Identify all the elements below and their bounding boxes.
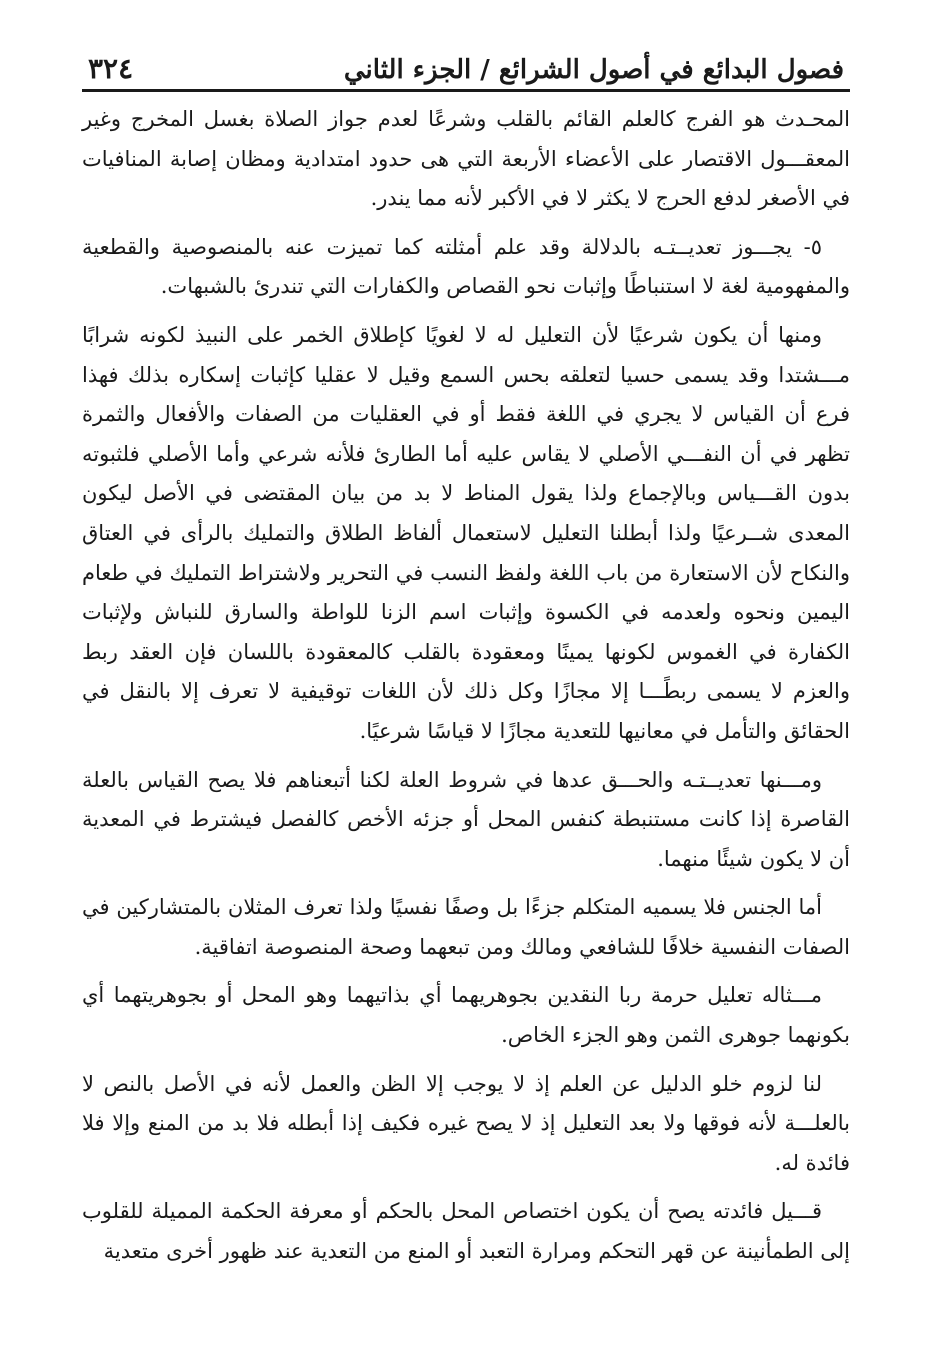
page-number: ٣٢٤: [88, 52, 134, 85]
paragraph: لنا لزوم خلو الدليل عن العلم إذ لا يوجب إلا الظن والعمل لأنه في الأصل بالنص لا بالعلـــة لأنه فوقها ولا بعد التعليل إذ لا يصح غيره فكيف إذا أبطله فلا بد من المنع وإلا فلا فائدة له.: [82, 1071, 850, 1175]
paragraph: المحـدث هو الفرج كالعلم القائم بالقلب وشرعًا لعدم جواز الصلاة بغسل المخرج وغير المعقـــول الاقتصار على الأعضاء الأربعة التي هى حدود امتدادية ومظان إصابة المنافيات في الأصغر لدفع الحرج لا يكثر لا في الأكبر لأنه مما يندر.: [82, 107, 850, 211]
paragraph: ٥- يجـــوز تعديــتـه بالدلالة وقد علم أمثلته كما تميزت عنه بالمنصوصية والقطعية والمفهومية لغة لا استنباطًا وإثبات نحو القصاص والكفارات التي تندرئ بالشبهات.: [82, 234, 850, 299]
page-body: [82, 100, 850, 1272]
paragraph: ومنها أن يكون شرعيًا لأن التعليل له لا لغويًا كإطلاق الخمر على النبيذ لكونه شرابًا مـــشتدا وقد يسمى حسيا لتعلقه بحس السمع وقيل لا عقليا كإثبات إسكاره بذلك فهذا فرع أن القياس لا يجري في اللغة فقط أو في العقليات من الصفات والأفعال والثمرة تظهر في أن النفـــي الأصلي لا يقاس عليه أما الطارئ فلأنه شرعي وأما الأصلي فلثبوته بدون القـــياس وبالإجماع ولذا يقول المناط لا بد من بيان المقتضى في الأصل ليكون المعدى شــرعيًا ولذا أبطلنا التعليل لاستعمال ألفاظ الطلاق والتمليك بالرأى في العتاق والنكاح لأن الاستعارة من باب اللغة ولفظ النسب في التحرير ولاشتراط التمليك في طعام اليمين ونحوه ولعدمه في الكسوة وإثبات اسم الزنا للواطة والسارق للنباش ولإثبات الكفارة في الغموس لكونها يمينًا ومعقودة بالقلب كالمعقودة باللسان فإن العقد ربط والعزم لا يسمى ربطًـــا إلا مجازًا وكل ذلك لأن اللغات توقيفية لا تعرف إلا بالنقل في الحقائق والتأمل في معانيها للتعدية مجازًا لا قياسًا شرعيًا.: [82, 322, 850, 743]
paragraph: قـــيل فائدته يصح أن يكون اختصاص المحل بالحكم أو معرفة الحكمة المميلة للقلوب إلى الطمأنينة عن قهر التحكم ومرارة التعبد أو المنع من التعدية عند ظهور أخرى متعدية: [82, 1199, 850, 1264]
book-page: [82, 50, 850, 1281]
header-title: فصول البدائع في أصول الشرائع / الجزء الثاني: [343, 55, 844, 85]
paragraph: مـــثاله تعليل حرمة ربا النقدين بجوهريهما أي بذاتيهما وهو المحل أو بجوهريتهما أي بكونهما جوهرى الثمن وهو الجزء الخاص.: [82, 983, 850, 1048]
paragraph: أما الجنس فلا يسميه المتكلم جزءًا بل وصفًا نفسيًا ولذا تعرف المثلان بالمتشاركين في الصفات النفسية خلافًا للشافعي ومالك ومن تبعهما وصحة المنصوصة اتفاقية.: [82, 895, 850, 959]
running-header: [82, 50, 850, 92]
paragraph: ومـــنها تعديــتـه والحـــق عدها في شروط العلة لكنا أتبعناهم فلا يصح القياس بالعلة القاصرة إذا كانت مستنبطة كنفس المحل أو جزئه الأخص كالفصل فيشترط في المعدية أن لا يكون شيئًا منهما.: [82, 767, 850, 871]
